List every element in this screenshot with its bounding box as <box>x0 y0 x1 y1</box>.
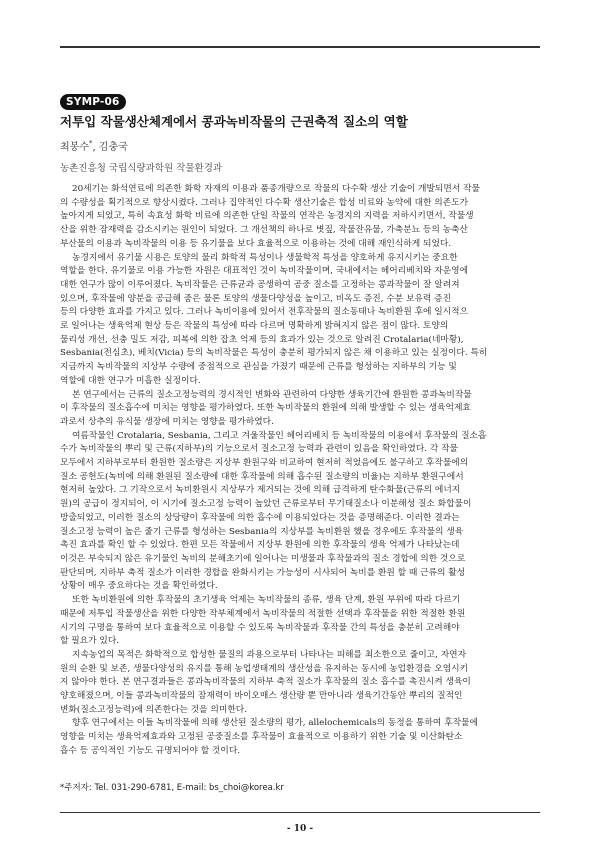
paragraph-2: 농경지에서 유기물 시용은 토양의 물리 화학적 특성이나 생물학적 특성을 양호하게 유지시키는 중요한 역할을 한다. 유기물로 이용 가능한 자원은 대표적인 것이 녹비작물이며, 국내에서는 헤어리베치와 자운영에 대한 연구가 많이 이루어졌다. 녹비작물은 근류균과 공생하여 공중 질소를 고정하는 콩과작물이 잘 알려져 있으며, 후작물에 양분을 공급해 줌은 물론 토양의 생물다양성을 높이고, 비옥도 증진, 수분 보유력 증진 등의 다양한 효과를 가지고 있다. 그러나 녹비이용에 있어서 전후작물의 질소동태나 녹비환원 후에 일시적으 로 일어나는 생육억제 현상 등은 작물의 특성에 따라 다르며 명확하게 밝혀지지 않은 점이 많다. 토양의 물리성 개선, 선충 밀도 저감, 피복에 의한 잡초 억제 등의 효과가 있는 것으로 알려진 Crotalaria(네마황), Sesbania(전심초), 베치(Vicia) 등의 녹비작물은 특성이 충분히 평가되지 않은 채 이용하고 있는 실정이다. 특히 지금까지 녹비작물의 지상부 수량에 중점적으로 관심을 가졌기 때문에 근류를 형성하는 지하부의 기능 및 역할에 대한 연구가 미흡한 실정이다. <box>60 252 488 386</box>
authors <box>60 138 128 153</box>
affiliation: 농촌진흥청 국립식량과학원 작물환경과 <box>60 163 223 174</box>
top-rule <box>60 46 540 48</box>
paragraph-7: 향후 연구에서는 이들 녹비작물에 의해 생산된 질소량의 평가, allelochemicals의 동정을 통하여 후작물에 영향을 미치는 생육억제효과와 고정된 공중질소를 후작물이 효율적으로 이용하기 위한 기술 및 이산화탄소 흡수 등 공익적인 기능도 규명되어야 할 것이다. <box>60 718 478 756</box>
abstract-body <box>60 183 540 759</box>
paragraph-6: 지속농업의 목적은 화학적으로 합성한 물질의 과용으로부터 나타나는 피해를 최소한으로 줄이고, 자연자 원의 순환 및 보존, 생물다양성의 유지를 통해 농업생태계의 생산성을 유지하는 동시에 농업환경을 오염시키 지 않아야 한다. 본 연구결과들은 콩과녹비작물의 지하부 축적 질소가 후작물의 질소 흡수를 촉진시켜 생육이 양호해졌으며, 이들 콩과녹비작물의 잠재력이 바이오매스 생산량 뿐 만아니라 생육기간동안 뿌리의 질적인 변화(질소고정능력)에 의존한다는 것을 의미한다. <box>60 649 471 715</box>
contact-footnote: *주저자: Tel. 031-290-6781, E-mail: bs_choi@korea.kr <box>60 783 284 793</box>
page-number: - 10 - <box>286 824 314 834</box>
paper-title: 저투입 작물생산체계에서 콩과녹비작물의 근권축적 질소의 역할 <box>60 114 408 129</box>
bottom-rule <box>60 812 540 813</box>
author-others: , 김충국 <box>92 142 128 153</box>
paragraph-4: 여름작물인 Crotalaria, Sesbania, 그리고 겨울작물인 헤어리베치 등 녹비작물의 이용에서 후작물의 질소흡 수가 녹비작물의 뿌리 및 근류(지하부)의 기능으로서 질소고정 능력과 관련이 있음을 확인하였다. 각 작물 모두에서 지하부로부터 환원한 질소량은 지상부 환원구와 비교하여 현저히 적었음에도 불구하고 후작물에의 질소 공헌도(녹비에 의해 환원된 질소량에 대한 후작물에 의해 흡수된 질소량의 비율)는 지하부 환원구에서 현저히 높았다. 그 기작으로서 녹비환원시 지상부가 제거되는 것에 의해 급격하게 탄수화물(근류의 에너지 원)의 공급이 정지되어, 이 시기에 질소고정 능력이 높았던 근류로부터 무기태질소나 이분해성 질소 화합물이 방출되었고, 이러한 질소의 상당량이 후작물에 의한 흡수에 이용되었다는 것을 증명해준다. 이러한 결과는 질소고정 능력이 높은 줄기 근류를 형성하는 Sesbania의 지상부를 녹비환원 했을 경우에도 후작물의 생육 촉진 효과를 확인 할 수 있었다. 한편 모든 작물에서 지상부 환원에 의한 후작물의 생육 억제가 나타났는데 이것은 부숙되지 않은 유기물인 녹비의 분해초기에 일어나는 미생물과 후작물과의 질소 경합에 의한 것으로 판단되며, 지하부 축적 질소가 이러한 경합을 완화시키는 가능성이 시사되어 녹비를 환원 할 때 근류의 활성 상황이 매우 중요하다는 것을 확인하였다. <box>60 430 487 592</box>
paragraph-3: 본 연구에서는 근류의 질소고정능력의 경시적인 변화와 관련하여 다양한 생육기간에 환원한 콩과녹비작물 이 후작물의 질소흡수에 미치는 영향을 평가하였다. 또한 녹비작물의 환원에 의해 발생할 수 있는 생육억제효 과로서 상추의 유식물 생장에 미치는 영향을 평가하였다. <box>60 389 472 427</box>
paragraph-1: 20세기는 화석연료에 의존한 화학 자재의 이용과 품종개량으로 작물의 다수확 생산 기술이 개발되면서 작물 의 수량성을 획기적으로 향상시켰다. 그러나 집약적인 다수확 생산기술은 합성 비료와 농약에 대한 의존도가 높아지게 되었고, 특히 속효성 화학 비료에 의존한 단일 작물의 연작은 농경지의 지력을 저하시키면서, 작물생 산을 위한 잠재력을 감소시키는 원인이 되었다. 그 개선책의 하나로 볏짚, 작물잔유물, 가축분뇨 등의 농축산 부산물의 이용과 녹비작물의 이용 등 유기물을 보다 효율적으로 이용하는 것에 대해 재인식하게 되었다. <box>60 184 480 249</box>
session-badge: SYMP-06 <box>60 94 126 110</box>
author-primary: 최봉수 <box>60 142 89 153</box>
paragraph-5: 또한 녹비환원에 의한 후작물의 초기생육 억제는 녹비작물의 종류, 생육 단계, 환원 부위에 따라 다르기 때문에 저투입 작물생산을 위한 다양한 작부체계에서 녹비작물의 적절한 선택과 후작물을 위한 적절한 환원 시기의 구명을 통하여 보다 효율적으로 이용할 수 있도록 녹비작물과 후작물 간의 특성을 충분히 고려해야 할 필요가 있다. <box>60 595 466 647</box>
corresponding-mark: * <box>88 139 93 148</box>
